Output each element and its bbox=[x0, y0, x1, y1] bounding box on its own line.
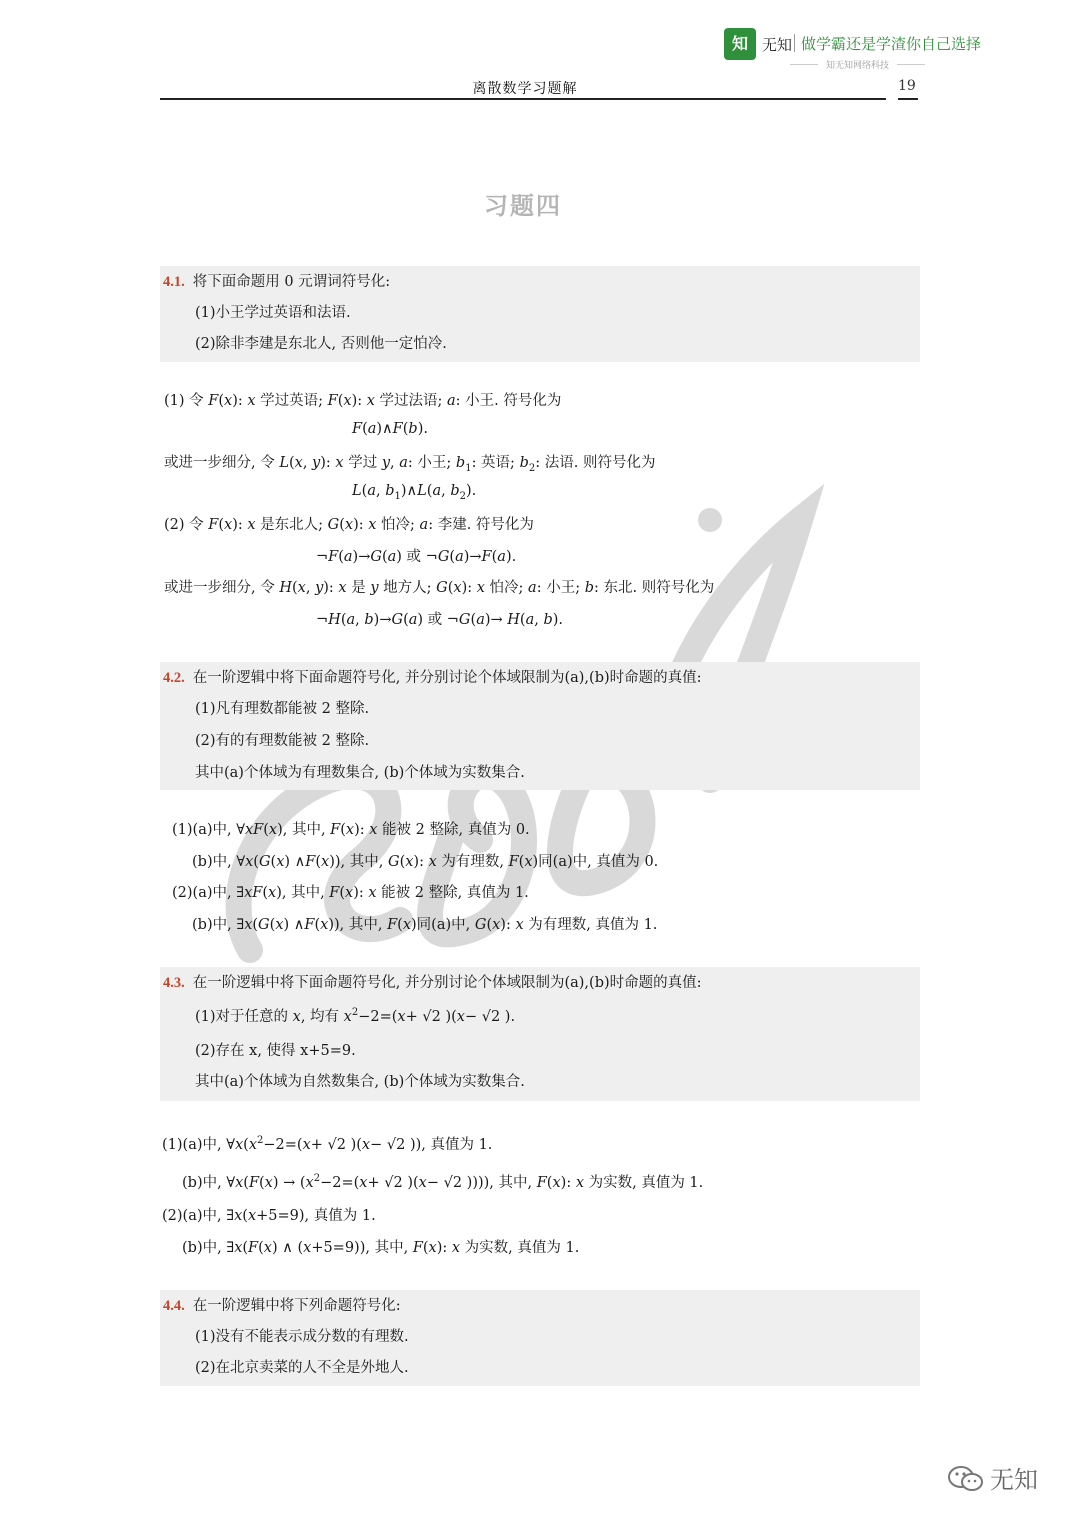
solution-line: (2)(a)中, ∃x(x+5=9), 真值为 1. bbox=[162, 1208, 376, 1224]
solution-line: 或进一步细分, 令 L(x, y): x 学过 y, a: 小王; $b_1$: 英语; $b_2$: 法语. 则符号化为 bbox=[164, 455, 656, 474]
brand-sub-line-right bbox=[897, 64, 925, 65]
solution-line: (1)(a)中, $\forall x(x^2-2=(x+ √2$ )(x− √2 )), 真值为 1. bbox=[162, 1135, 493, 1153]
brand-name: 无知 bbox=[762, 36, 793, 54]
brand-logo: 知 bbox=[724, 28, 756, 60]
brand-divider bbox=[794, 34, 795, 52]
problem-text: 在一阶逻辑中将下面命题符号化, 并分别讨论个体域限制为(a),(b)时命题的真值: bbox=[192, 670, 702, 686]
formula: ¬F(a)→G(a) 或 ¬G(a)→F(a). bbox=[316, 549, 517, 565]
chapter-title: 习题四 bbox=[484, 192, 562, 220]
running-header-title: 离散数学习题解 bbox=[472, 81, 578, 97]
problem-item: 其中(a)个体域为自然数集合, (b)个体域为实数集合. bbox=[195, 1074, 525, 1090]
problem-item: (1)没有不能表示成分数的有理数. bbox=[195, 1329, 409, 1345]
solution-line: (1) 令 F(x): x 学过英语; F(x): x 学过法语; a: 小王. 符号化为 bbox=[164, 393, 562, 409]
problem-item: (2)存在 x, 使得 x+5=9. bbox=[195, 1043, 356, 1059]
solution-line: (2) 令 F(x): x 是东北人; G(x): x 怕冷; a: 李建. 符号化为 bbox=[164, 517, 534, 533]
problem-item: (2)在北京卖菜的人不全是外地人. bbox=[195, 1360, 409, 1376]
problem-box-4-2 bbox=[160, 662, 920, 790]
problem-statement bbox=[163, 666, 702, 687]
solution-line: 或进一步细分, 令 H(x, y): x 是 y 地方人; G(x): x 怕冷; a: 小王; b: 东北. 则符号化为 bbox=[164, 580, 715, 596]
solution-line: (b)中, ∃x(F(x) ∧ (x+5=9)), 其中, F(x): x 为实数, 真值为 1. bbox=[182, 1240, 580, 1256]
solution-line: (1)(a)中, ∀xF(x), 其中, F(x): x 能被 2 整除, 真值为 0. bbox=[172, 822, 530, 838]
problem-box-4-1 bbox=[160, 266, 920, 362]
page-number-rule bbox=[898, 98, 918, 100]
solution-line: (b)中, ∀x(F(x) → ($x^2-2=(x+ √2$ )(x− √2 )))), 其中, F(x): x 为实数, 真值为 1. bbox=[182, 1173, 704, 1191]
brand-subtitle: 知无知网络科技 bbox=[825, 61, 889, 71]
problem-statement bbox=[163, 1294, 401, 1315]
wechat-account-name: 无知 bbox=[990, 1466, 1038, 1494]
page-number: 19 bbox=[898, 78, 916, 94]
formula: L(a, $b_1)\wedge L(a$, $b_2$). bbox=[352, 483, 477, 502]
problem-statement bbox=[163, 270, 390, 291]
problem-text: 在一阶逻辑中将下面命题符号化, 并分别讨论个体域限制为(a),(b)时命题的真值: bbox=[192, 975, 702, 991]
problem-item: (2)有的有理数能被 2 整除. bbox=[195, 733, 370, 749]
problem-item: (1)凡有理数都能被 2 整除. bbox=[195, 701, 370, 717]
wechat-icon bbox=[948, 1465, 984, 1493]
problem-box-4-3 bbox=[160, 967, 920, 1101]
formula: F(a)∧F(b). bbox=[352, 421, 428, 437]
header-rule bbox=[160, 98, 886, 100]
problem-item: 其中(a)个体域为有理数集合, (b)个体域为实数集合. bbox=[195, 765, 525, 781]
brand-slogan: 做学霸还是学渣你自己选择 bbox=[801, 35, 982, 53]
problem-number: 4.4. bbox=[163, 1298, 185, 1314]
problem-text: 将下面命题用 0 元谓词符号化: bbox=[192, 274, 391, 290]
formula: ¬H(a, b)→G(a) 或 ¬G(a)→ H(a, b). bbox=[316, 612, 564, 628]
problem-box-4-4 bbox=[160, 1290, 920, 1386]
problem-item: (2)除非李建是东北人, 否则他一定怕冷. bbox=[195, 336, 447, 352]
problem-item: (1)小王学过英语和法语. bbox=[195, 305, 351, 321]
problem-number: 4.1. bbox=[163, 274, 185, 290]
problem-statement bbox=[163, 971, 702, 992]
solution-line: (b)中, ∃x(G(x) ∧F(x)), 其中, F(x)同(a)中, G(x): x 为有理数, 真值为 1. bbox=[192, 917, 658, 933]
problem-number: 4.3. bbox=[163, 975, 185, 991]
problem-number: 4.2. bbox=[163, 670, 185, 686]
solution-line: (b)中, ∀x(G(x) ∧F(x)), 其中, G(x): x 为有理数, F(x)同(a)中, 真值为 0. bbox=[192, 854, 659, 870]
solution-line: (2)(a)中, ∃xF(x), 其中, F(x): x 能被 2 整除, 真值为 1. bbox=[172, 885, 529, 901]
problem-item: (1)对于任意的 x, 均有 $x^2-2=(x+ √2$ )(x− √2 ). bbox=[195, 1007, 516, 1025]
problem-text: 在一阶逻辑中将下列命题符号化: bbox=[192, 1298, 401, 1314]
